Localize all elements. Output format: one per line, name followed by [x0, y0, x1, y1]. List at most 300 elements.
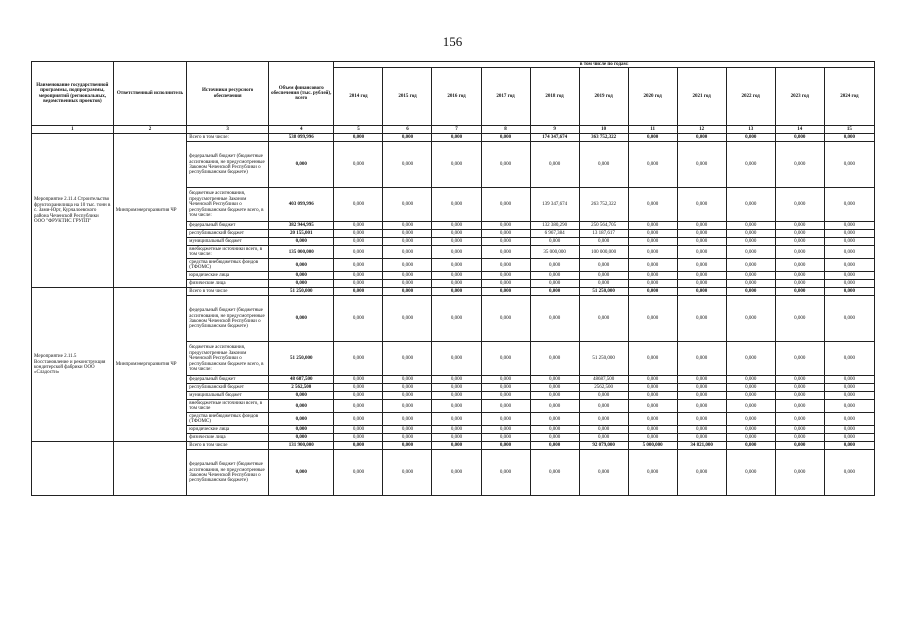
year-amount: 0,000 [628, 238, 677, 246]
year-amount: 0,000 [775, 134, 824, 142]
year-amount: 0,000 [775, 450, 824, 496]
year-amount: 0,000 [677, 400, 726, 413]
funding-source: бюджетные ассигнования, предусмотренные Законом Чеченской Республики о республиканском бюджете всего, в том числе: [187, 342, 269, 376]
year-amount: 0,000 [628, 259, 677, 272]
year-amount: 0,000 [334, 246, 383, 259]
year-amount: 0,000 [775, 259, 824, 272]
total-amount: 51 250,000 [269, 342, 334, 376]
year-amount: 0,000 [775, 230, 824, 238]
year-amount: 0,000 [628, 230, 677, 238]
year-amount: 0,000 [628, 280, 677, 288]
total-amount: 0,000 [269, 392, 334, 400]
year-amount: 0,000 [824, 134, 874, 142]
column-number: 15 [824, 126, 874, 134]
year-amount: 0,000 [726, 434, 775, 442]
year-amount: 0,000 [824, 280, 874, 288]
funding-source: юридические лица [187, 426, 269, 434]
year-amount: 0,000 [726, 259, 775, 272]
year-amount: 0,000 [824, 426, 874, 434]
year-amount: 0,000 [334, 342, 383, 376]
year-amount: 0,000 [579, 426, 628, 434]
year-amount: 0,000 [726, 296, 775, 342]
total-amount: 48 687,500 [269, 376, 334, 384]
year-amount: 0,000 [726, 188, 775, 222]
year-amount: 0,000 [775, 384, 824, 392]
funding-source: Всего в том числе [187, 288, 269, 296]
year-amount: 0,000 [579, 400, 628, 413]
year-amount: 0,000 [726, 413, 775, 426]
year-amount: 0,000 [334, 434, 383, 442]
year-amount: 0,000 [677, 434, 726, 442]
year-amount: 0,000 [334, 442, 383, 450]
year-amount: 0,000 [726, 342, 775, 376]
year-amount: 0,000 [334, 272, 383, 280]
year-amount: 0,000 [432, 376, 481, 384]
total-amount: 0,000 [269, 426, 334, 434]
funding-source: федеральный бюджет (бюджетные ассигнования, не предусмотренные Законом Чеченской Республики о республиканском бюджете) [187, 450, 269, 496]
year-amount: 0,000 [481, 392, 530, 400]
year-amount: 0,000 [579, 280, 628, 288]
year-amount: 0,000 [628, 188, 677, 222]
year-amount: 0,000 [579, 272, 628, 280]
year-amount: 0,000 [383, 222, 432, 230]
year-amount: 0,000 [481, 142, 530, 188]
year-amount: 0,000 [824, 384, 874, 392]
year-amount: 0,000 [383, 426, 432, 434]
year-amount: 0,000 [824, 413, 874, 426]
column-number: 10 [579, 126, 628, 134]
year-amount: 0,000 [579, 413, 628, 426]
year-amount: 0,000 [481, 134, 530, 142]
year-amount: 0,000 [824, 296, 874, 342]
header-executor: Ответственный исполнитель [113, 62, 187, 126]
year-amount: 0,000 [334, 280, 383, 288]
year-amount: 0,000 [334, 230, 383, 238]
year-amount: 0,000 [628, 342, 677, 376]
year-amount: 0,000 [824, 442, 874, 450]
year-amount: 0,000 [530, 280, 579, 288]
funding-source: внебюджетные источники всего, в том числе: [187, 246, 269, 259]
year-amount: 48687,500 [579, 376, 628, 384]
total-amount: 382 944,995 [269, 222, 334, 230]
header-year: 2022 год [726, 68, 775, 126]
funding-source: республиканский бюджет [187, 384, 269, 392]
year-amount: 0,000 [334, 384, 383, 392]
year-amount: 0,000 [481, 376, 530, 384]
total-amount: 0,000 [269, 142, 334, 188]
year-amount: 0,000 [334, 142, 383, 188]
year-amount: 0,000 [432, 450, 481, 496]
year-amount: 0,000 [481, 434, 530, 442]
year-amount: 0,000 [824, 450, 874, 496]
year-amount: 0,000 [432, 434, 481, 442]
year-amount: 0,000 [677, 280, 726, 288]
funding-source: муниципальный бюджет [187, 238, 269, 246]
year-amount: 0,000 [383, 280, 432, 288]
year-amount: 0,000 [677, 450, 726, 496]
year-amount: 0,000 [726, 392, 775, 400]
year-amount: 0,000 [383, 384, 432, 392]
year-amount: 0,000 [824, 142, 874, 188]
year-amount: 0,000 [726, 280, 775, 288]
year-amount: 0,000 [628, 384, 677, 392]
year-amount: 0,000 [481, 296, 530, 342]
funding-source: муниципальный бюджет [187, 392, 269, 400]
year-amount: 0,000 [432, 259, 481, 272]
funding-source: средства внебюджетных фондов (ТФОМС) [187, 413, 269, 426]
total-amount: 51 250,000 [269, 288, 334, 296]
year-amount: 0,000 [628, 142, 677, 188]
header-year: 2016 год [432, 68, 481, 126]
funding-source: Всего в том числе [187, 442, 269, 450]
header-year: 2023 год [775, 68, 824, 126]
year-amount: 0,000 [432, 392, 481, 400]
page-number: 156 [442, 34, 463, 49]
funding-source: физические лица [187, 434, 269, 442]
year-amount: 0,000 [677, 384, 726, 392]
year-amount: 35 000,000 [530, 246, 579, 259]
funding-source: средства внебюджетных фондов (ТФОМС) [187, 259, 269, 272]
funding-source: юридические лица [187, 272, 269, 280]
year-amount: 0,000 [530, 442, 579, 450]
column-number: 6 [383, 126, 432, 134]
year-amount: 0,000 [579, 392, 628, 400]
year-amount: 92 079,000 [579, 442, 628, 450]
total-amount: 0,000 [269, 450, 334, 496]
year-amount: 0,000 [677, 238, 726, 246]
year-amount: 0,000 [775, 246, 824, 259]
year-amount: 0,000 [677, 288, 726, 296]
year-amount: 0,000 [628, 222, 677, 230]
year-amount: 0,000 [334, 450, 383, 496]
header-year: 2014 год [334, 68, 383, 126]
year-amount: 0,000 [432, 222, 481, 230]
year-amount: 0,000 [775, 272, 824, 280]
year-amount: 0,000 [530, 238, 579, 246]
year-amount: 0,000 [481, 413, 530, 426]
year-amount: 34 821,000 [677, 442, 726, 450]
year-amount: 0,000 [677, 246, 726, 259]
year-amount: 0,000 [726, 272, 775, 280]
year-amount: 0,000 [334, 188, 383, 222]
year-amount: 0,000 [334, 259, 383, 272]
year-amount: 0,000 [383, 246, 432, 259]
header-year: 2018 год [530, 68, 579, 126]
year-amount: 0,000 [824, 288, 874, 296]
funding-source: бюджетные ассигнования, предусмотренные Законом Чеченской Республики о республиканском бюджете всего, в том числе: [187, 188, 269, 222]
year-amount: 0,000 [481, 280, 530, 288]
year-amount: 0,000 [775, 400, 824, 413]
funding-source: федеральный бюджет (бюджетные ассигнования, не предусмотренные Законом Чеченской Республики о республиканском бюджете) [187, 142, 269, 188]
year-amount: 0,000 [628, 426, 677, 434]
year-amount: 0,000 [726, 376, 775, 384]
year-amount: 0,000 [383, 272, 432, 280]
table-row [32, 288, 875, 296]
column-number: 5 [334, 126, 383, 134]
year-amount: 0,000 [775, 222, 824, 230]
year-amount: 0,000 [677, 342, 726, 376]
year-amount: 0,000 [530, 259, 579, 272]
total-amount: 0,000 [269, 434, 334, 442]
year-amount: 0,000 [383, 392, 432, 400]
year-amount: 0,000 [530, 272, 579, 280]
year-amount: 0,000 [628, 400, 677, 413]
year-amount: 0,000 [628, 134, 677, 142]
header-year: 2024 год [824, 68, 874, 126]
year-amount: 0,000 [726, 246, 775, 259]
funding-source: физические лица [187, 280, 269, 288]
year-amount: 0,000 [775, 342, 824, 376]
year-amount: 0,000 [432, 400, 481, 413]
responsible-executor: Минпромэнергоразвития ЧР [113, 288, 187, 442]
year-amount: 0,000 [775, 188, 824, 222]
year-amount: 0,000 [383, 142, 432, 188]
year-amount: 0,000 [726, 400, 775, 413]
year-amount: 0,000 [726, 230, 775, 238]
year-amount: 0,000 [677, 392, 726, 400]
header-by-year: в том числе по годам: [334, 62, 875, 68]
year-amount: 0,000 [824, 400, 874, 413]
year-amount: 0,000 [334, 296, 383, 342]
year-amount: 0,000 [383, 134, 432, 142]
year-amount: 0,000 [432, 413, 481, 426]
year-amount: 0,000 [481, 426, 530, 434]
total-amount: 0,000 [269, 400, 334, 413]
total-amount: 20 155,001 [269, 230, 334, 238]
column-number: 14 [775, 126, 824, 134]
header-year: 2015 год [383, 68, 432, 126]
year-amount: 0,000 [579, 434, 628, 442]
year-amount: 0,000 [775, 392, 824, 400]
year-amount: 174 347,674 [530, 134, 579, 142]
year-amount: 0,000 [628, 246, 677, 259]
year-amount: 0,000 [726, 442, 775, 450]
year-amount: 2562,500 [579, 384, 628, 392]
column-number: 11 [628, 126, 677, 134]
column-number: 1 [32, 126, 114, 134]
year-amount: 0,000 [481, 272, 530, 280]
year-amount: 6 967,384 [530, 230, 579, 238]
year-amount: 0,000 [726, 384, 775, 392]
year-amount: 0,000 [432, 230, 481, 238]
total-amount: 0,000 [269, 296, 334, 342]
year-amount: 0,000 [383, 230, 432, 238]
year-amount: 0,000 [726, 426, 775, 434]
year-amount: 0,000 [481, 288, 530, 296]
year-amount: 0,000 [334, 400, 383, 413]
year-amount: 0,000 [726, 142, 775, 188]
total-amount: 0,000 [269, 238, 334, 246]
year-amount: 0,000 [334, 238, 383, 246]
year-amount: 0,000 [530, 376, 579, 384]
year-amount: 0,000 [628, 392, 677, 400]
table-row [32, 134, 875, 142]
year-amount: 0,000 [677, 188, 726, 222]
year-amount: 0,000 [383, 442, 432, 450]
year-amount: 0,000 [824, 342, 874, 376]
year-amount: 0,000 [383, 259, 432, 272]
year-amount: 0,000 [677, 426, 726, 434]
year-amount: 0,000 [481, 238, 530, 246]
year-amount: 0,000 [530, 384, 579, 392]
year-amount: 0,000 [677, 142, 726, 188]
column-number: 9 [530, 126, 579, 134]
year-amount: 0,000 [481, 450, 530, 496]
column-number: 13 [726, 126, 775, 134]
header-year: 2017 год [481, 68, 530, 126]
total-amount: 2 562,500 [269, 384, 334, 392]
total-amount: 538 099,996 [269, 134, 334, 142]
total-amount: 0,000 [269, 259, 334, 272]
year-amount: 0,000 [775, 238, 824, 246]
column-number: 4 [269, 126, 334, 134]
year-amount: 0,000 [824, 222, 874, 230]
year-amount: 0,000 [677, 272, 726, 280]
year-amount: 0,000 [677, 222, 726, 230]
total-amount: 0,000 [269, 413, 334, 426]
funding-source: республиканский бюджет [187, 230, 269, 238]
year-amount: 0,000 [824, 188, 874, 222]
year-amount: 0,000 [432, 246, 481, 259]
year-amount: 0,000 [677, 230, 726, 238]
year-amount: 0,000 [677, 376, 726, 384]
year-amount: 0,000 [481, 246, 530, 259]
year-amount: 0,000 [481, 342, 530, 376]
year-amount: 0,000 [775, 442, 824, 450]
year-amount: 0,000 [579, 450, 628, 496]
year-amount: 100 000,000 [579, 246, 628, 259]
year-amount: 0,000 [432, 280, 481, 288]
year-amount: 0,000 [432, 442, 481, 450]
year-amount: 0,000 [824, 259, 874, 272]
year-amount: 0,000 [579, 259, 628, 272]
total-amount: 0,000 [269, 280, 334, 288]
year-amount: 0,000 [628, 450, 677, 496]
year-amount: 0,000 [432, 272, 481, 280]
year-amount: 0,000 [432, 188, 481, 222]
year-amount: 0,000 [677, 134, 726, 142]
year-amount: 0,000 [677, 413, 726, 426]
header-total: Объем финансового обеспечения (тыс. рублей), всего [269, 62, 334, 126]
year-amount: 0,000 [775, 376, 824, 384]
year-amount: 0,000 [334, 413, 383, 426]
year-amount: 0,000 [383, 188, 432, 222]
year-amount: 0,000 [383, 434, 432, 442]
year-amount: 0,000 [383, 342, 432, 376]
year-amount: 0,000 [579, 142, 628, 188]
year-amount: 0,000 [579, 238, 628, 246]
funding-source: федеральный бюджет (бюджетные ассигнования, не предусмотренные Законом Чеченской Республики о республиканском бюджете) [187, 296, 269, 342]
year-amount: 0,000 [726, 450, 775, 496]
year-amount: 0,000 [383, 288, 432, 296]
year-amount: 0,000 [334, 392, 383, 400]
year-amount: 0,000 [383, 400, 432, 413]
year-amount: 0,000 [726, 134, 775, 142]
year-amount: 132 380,290 [530, 222, 579, 230]
header-name: Наименование государственной программы, подпрограммы, мероприятий (региональных, ведомственных проектов) [32, 62, 114, 126]
year-amount: 0,000 [677, 259, 726, 272]
total-amount: 403 099,996 [269, 188, 334, 222]
year-amount: 0,000 [530, 434, 579, 442]
total-amount: 135 000,000 [269, 246, 334, 259]
year-amount: 263 752,322 [579, 188, 628, 222]
year-amount: 0,000 [481, 400, 530, 413]
year-amount: 13 187,617 [579, 230, 628, 238]
total-amount: 0,000 [269, 272, 334, 280]
year-amount: 5 000,000 [628, 442, 677, 450]
responsible-executor [113, 442, 187, 496]
year-amount: 0,000 [775, 413, 824, 426]
measure-name: Мероприятие 2.11.5 Восстановление и реконструкция кондитерской фабрики ООО «Сладости» [32, 288, 114, 442]
year-amount: 0,000 [775, 280, 824, 288]
year-amount: 0,000 [481, 188, 530, 222]
year-amount: 0,000 [530, 296, 579, 342]
funding-source: внебюджетные источники всего, в том числе [187, 400, 269, 413]
year-amount: 0,000 [432, 238, 481, 246]
year-amount: 363 752,322 [579, 134, 628, 142]
year-amount: 0,000 [530, 392, 579, 400]
column-number: 2 [113, 126, 187, 134]
year-amount: 0,000 [824, 434, 874, 442]
year-amount: 0,000 [432, 134, 481, 142]
year-amount: 0,000 [824, 230, 874, 238]
column-number: 7 [432, 126, 481, 134]
year-amount: 0,000 [824, 246, 874, 259]
year-amount: 0,000 [824, 238, 874, 246]
year-amount: 0,000 [383, 296, 432, 342]
year-amount: 0,000 [383, 413, 432, 426]
year-amount: 0,000 [481, 259, 530, 272]
budget-table [31, 61, 875, 496]
year-amount: 0,000 [334, 134, 383, 142]
year-amount: 0,000 [334, 376, 383, 384]
header-year: 2021 год [677, 68, 726, 126]
year-amount: 0,000 [775, 434, 824, 442]
year-amount: 0,000 [432, 426, 481, 434]
year-amount: 0,000 [530, 288, 579, 296]
year-amount: 0,000 [628, 296, 677, 342]
funding-source: федеральный бюджет [187, 376, 269, 384]
measure-name [32, 442, 114, 496]
column-number: 8 [481, 126, 530, 134]
year-amount: 0,000 [530, 400, 579, 413]
funding-source: федеральный бюджет [187, 222, 269, 230]
year-amount: 0,000 [579, 296, 628, 342]
year-amount: 0,000 [432, 342, 481, 376]
year-amount: 0,000 [334, 426, 383, 434]
year-amount: 0,000 [628, 413, 677, 426]
year-amount: 0,000 [775, 288, 824, 296]
total-amount: 131 900,000 [269, 442, 334, 450]
year-amount: 0,000 [432, 288, 481, 296]
year-amount: 0,000 [334, 222, 383, 230]
year-amount: 0,000 [775, 142, 824, 188]
year-amount: 0,000 [824, 272, 874, 280]
year-amount: 0,000 [775, 296, 824, 342]
measure-name: Мероприятие 2.11.4 Строительство фруктохранилища на 10 тыс. тонн в с. Зами-Юрт, Курчалоевского района Чеченской Республики ООО "ФРУКТИС ГРУПП" [32, 134, 114, 288]
year-amount: 0,000 [383, 238, 432, 246]
year-amount: 0,000 [726, 288, 775, 296]
year-amount: 0,000 [628, 288, 677, 296]
year-amount: 139 347,674 [530, 188, 579, 222]
year-amount: 250 564,705 [579, 222, 628, 230]
year-amount: 0,000 [530, 450, 579, 496]
year-amount: 0,000 [824, 376, 874, 384]
year-amount: 0,000 [628, 434, 677, 442]
year-amount: 0,000 [383, 376, 432, 384]
year-amount: 0,000 [677, 296, 726, 342]
year-amount: 0,000 [481, 442, 530, 450]
